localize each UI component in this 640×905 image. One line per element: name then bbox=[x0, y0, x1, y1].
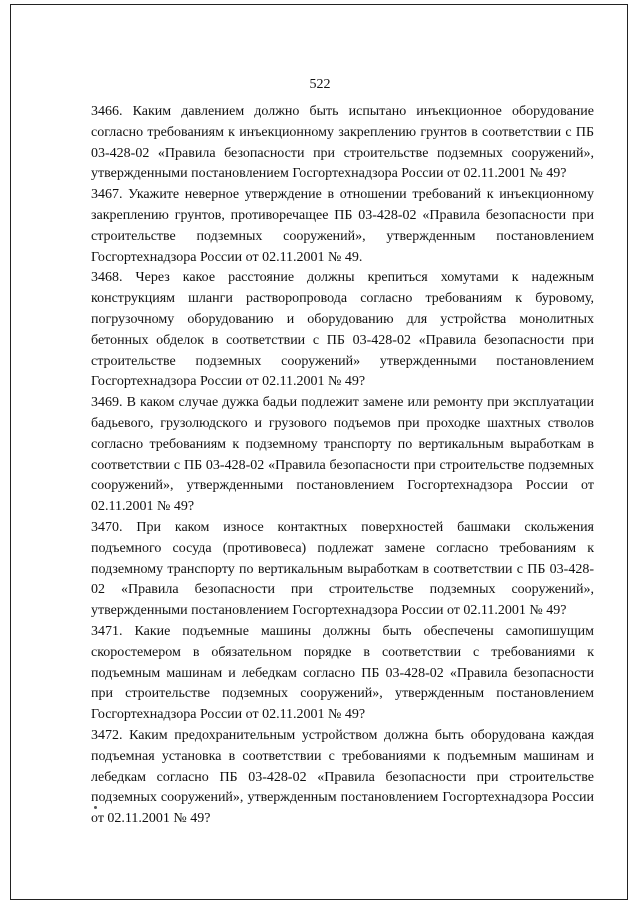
question-3472: 3472. Каким предохранительным устройством должна быть оборудована каждая подъемная установка в соответствии с требованиями к подъемным машинам и лебедкам согласно ПБ 03-428-02 «Правила безопасности при строительстве подземных сооружений», утвержденным постановлением Госгортехнадзора России от 02.11.2001 № 49? bbox=[91, 727, 594, 827]
question-3471: 3471. Какие подъемные машины должны быть обеспечены самопишущим скоростемером в обязательном порядке в соответствии с требованиями к подъемным машинам и лебедкам согласно ПБ 03-428-02 «Правила безопасности при строительстве подземных сооружений», утвержденным постановлением Госгортехнадзора России от 02.11.2001 № 49? bbox=[91, 623, 594, 723]
page-number: 522 bbox=[309, 77, 331, 92]
question-list bbox=[91, 102, 594, 830]
question-3470: 3470. При каком износе контактных поверхностей башмаки скольжения подъемного сосуда (противовеса) подлежат замене согласно требованиям к подземному транспорту по вертикальным выработкам в соответствии с ПБ 03-428-02 «Правила безопасности при строительстве подземных сооружений», утвержденными постановлением Госгортехнадзора России от 02.11.2001 № 49? bbox=[91, 519, 594, 619]
question-3466: 3466. Каким давлением должно быть испытано инъекционное оборудование согласно требованиям к инъекционному закреплению грунтов в соответствии с ПБ 03-428-02 «Правила безопасности при строительстве подземных сооружений», утвержденными постановлением Госгортехнадзора России от 02.11.2001 № 49? bbox=[91, 104, 594, 182]
question-3468: 3468. Через какое расстояние должны крепиться хомутами к надежным конструкциям шланги растворопровода согласно требованиям к буровому, погрузочному оборудованию и оборудованию для устройства монолитных бетонных обделок в соответствии с ПБ 03-428-02 «Правила безопасности при строительстве подземных сооружений» утвержденными постановлением Госгортехнадзора России от 02.11.2001 № 49? bbox=[91, 270, 594, 390]
question-3469: 3469. В каком случае дужка бадьи подлежит замене или ремонту при эксплуатации бадьевого, грузолюдского и грузового подъемов при проходке шахтных стволов согласно требованиям к подземному транспорту по вертикальным выработкам в соответствии с ПБ 03-428-02 «Правила безопасности при строительстве подземных сооружений», утвержденными постановлением Госгортехнадзора России от 02.11.2001 № 49? bbox=[91, 395, 594, 515]
scan-speck bbox=[94, 806, 97, 809]
question-3467: 3467. Укажите неверное утверждение в отношении требований к инъекционному закреплению грунтов, противоречащее ПБ 03-428-02 «Правила безопасности при строительстве подземных сооружений», утвержденным постановлением Госгортехнадзора России от 02.11.2001 № 49. bbox=[91, 187, 594, 265]
